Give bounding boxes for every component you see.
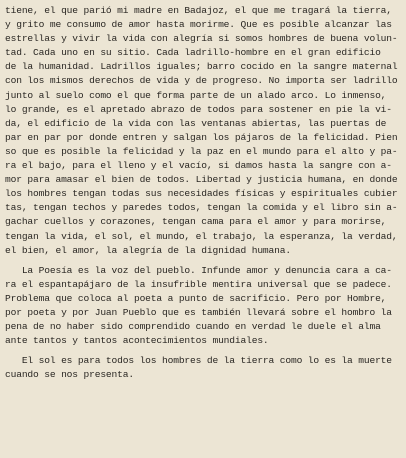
text-line: por poeta y por Juan Pueblo que es también llevará sobre el hombro la bbox=[5, 306, 392, 318]
text-line: el bien, el amor, la alegría de la dignidad humana. bbox=[5, 244, 291, 256]
text-line: de la humanidad. Ladrillos iguales; barro cocido en la sangre maternal bbox=[5, 61, 398, 73]
text-line: par en par por donde entren y salgan los pájaros de la felicidad. Pien bbox=[5, 131, 398, 143]
text-line: tad. Cada uno en su sitio. Cada ladrillo-hombre en el gran edificio bbox=[5, 47, 381, 59]
text-line: junto al suelo como el que forma parte de un alado arco. Lo inmenso, bbox=[5, 89, 387, 101]
text-line: ra el espantapájaro de la insufrible mentira universal que se padece. bbox=[5, 278, 392, 290]
text-line: lo grande, es el apretado abrazo de todos para sostener en pie la vi- bbox=[5, 103, 392, 115]
text-line: estrellas y vivir la vida con alegría si somos hombres de buena volun- bbox=[5, 33, 398, 45]
text-line: La Poesía es la voz del pueblo. Infunde amor y denuncia cara a ca- bbox=[5, 264, 392, 276]
text-line: Problema que coloca al poeta a punto de sacrificio. Pero por Hombre, bbox=[5, 292, 387, 304]
text-line: gachar cuellos y corazones, tengan cama para el amor y para morirse, bbox=[5, 216, 387, 228]
paragraph bbox=[5, 4, 402, 258]
paragraph bbox=[5, 354, 402, 382]
text-line: da, el edificio de la vida con las ventanas abiertas, las puertas de bbox=[5, 117, 387, 129]
text-line: pena de no haber sido comprendido cuando en verdad le duele el alma bbox=[5, 321, 381, 333]
text-line: los hombres tengan todas sus necesidades físicas y espirituales cubier bbox=[5, 188, 398, 200]
text-line: tiene, el que parió mi madre en Badajoz, el que me tragará la tierra, bbox=[5, 5, 392, 16]
text-line: ra el bajo, para el lleno y el vacío, si damos hasta la sangre con a- bbox=[5, 160, 392, 172]
text-line: y grito me consumo de amor hasta morirme. Que es posible alcanzar las bbox=[5, 19, 392, 31]
text-line: tengan la vida, el sol, el mundo, el trabajo, la esperanza, la verdad, bbox=[5, 230, 398, 242]
text-line: tas, tengan techos y paredes todos, tengan la comida y el libro sin a- bbox=[5, 202, 398, 214]
text-line: El sol es para todos los hombres de la tierra como lo es la muerte bbox=[5, 355, 392, 367]
text-line: con los mismos derechos de vida y de progreso. No importa ser ladrillo bbox=[5, 75, 398, 87]
text-line: so que es posible la felicidad y la paz en el mundo para el alto y pa- bbox=[5, 145, 398, 157]
text-line: ante tantos y tantos acontecimientos mundiales. bbox=[5, 335, 269, 347]
text-line: cuando se nos presenta. bbox=[5, 369, 134, 381]
text-line: mor para amasar el bien de todos. Libertad y justicia humana, en donde bbox=[5, 174, 398, 186]
paragraph bbox=[5, 264, 402, 349]
